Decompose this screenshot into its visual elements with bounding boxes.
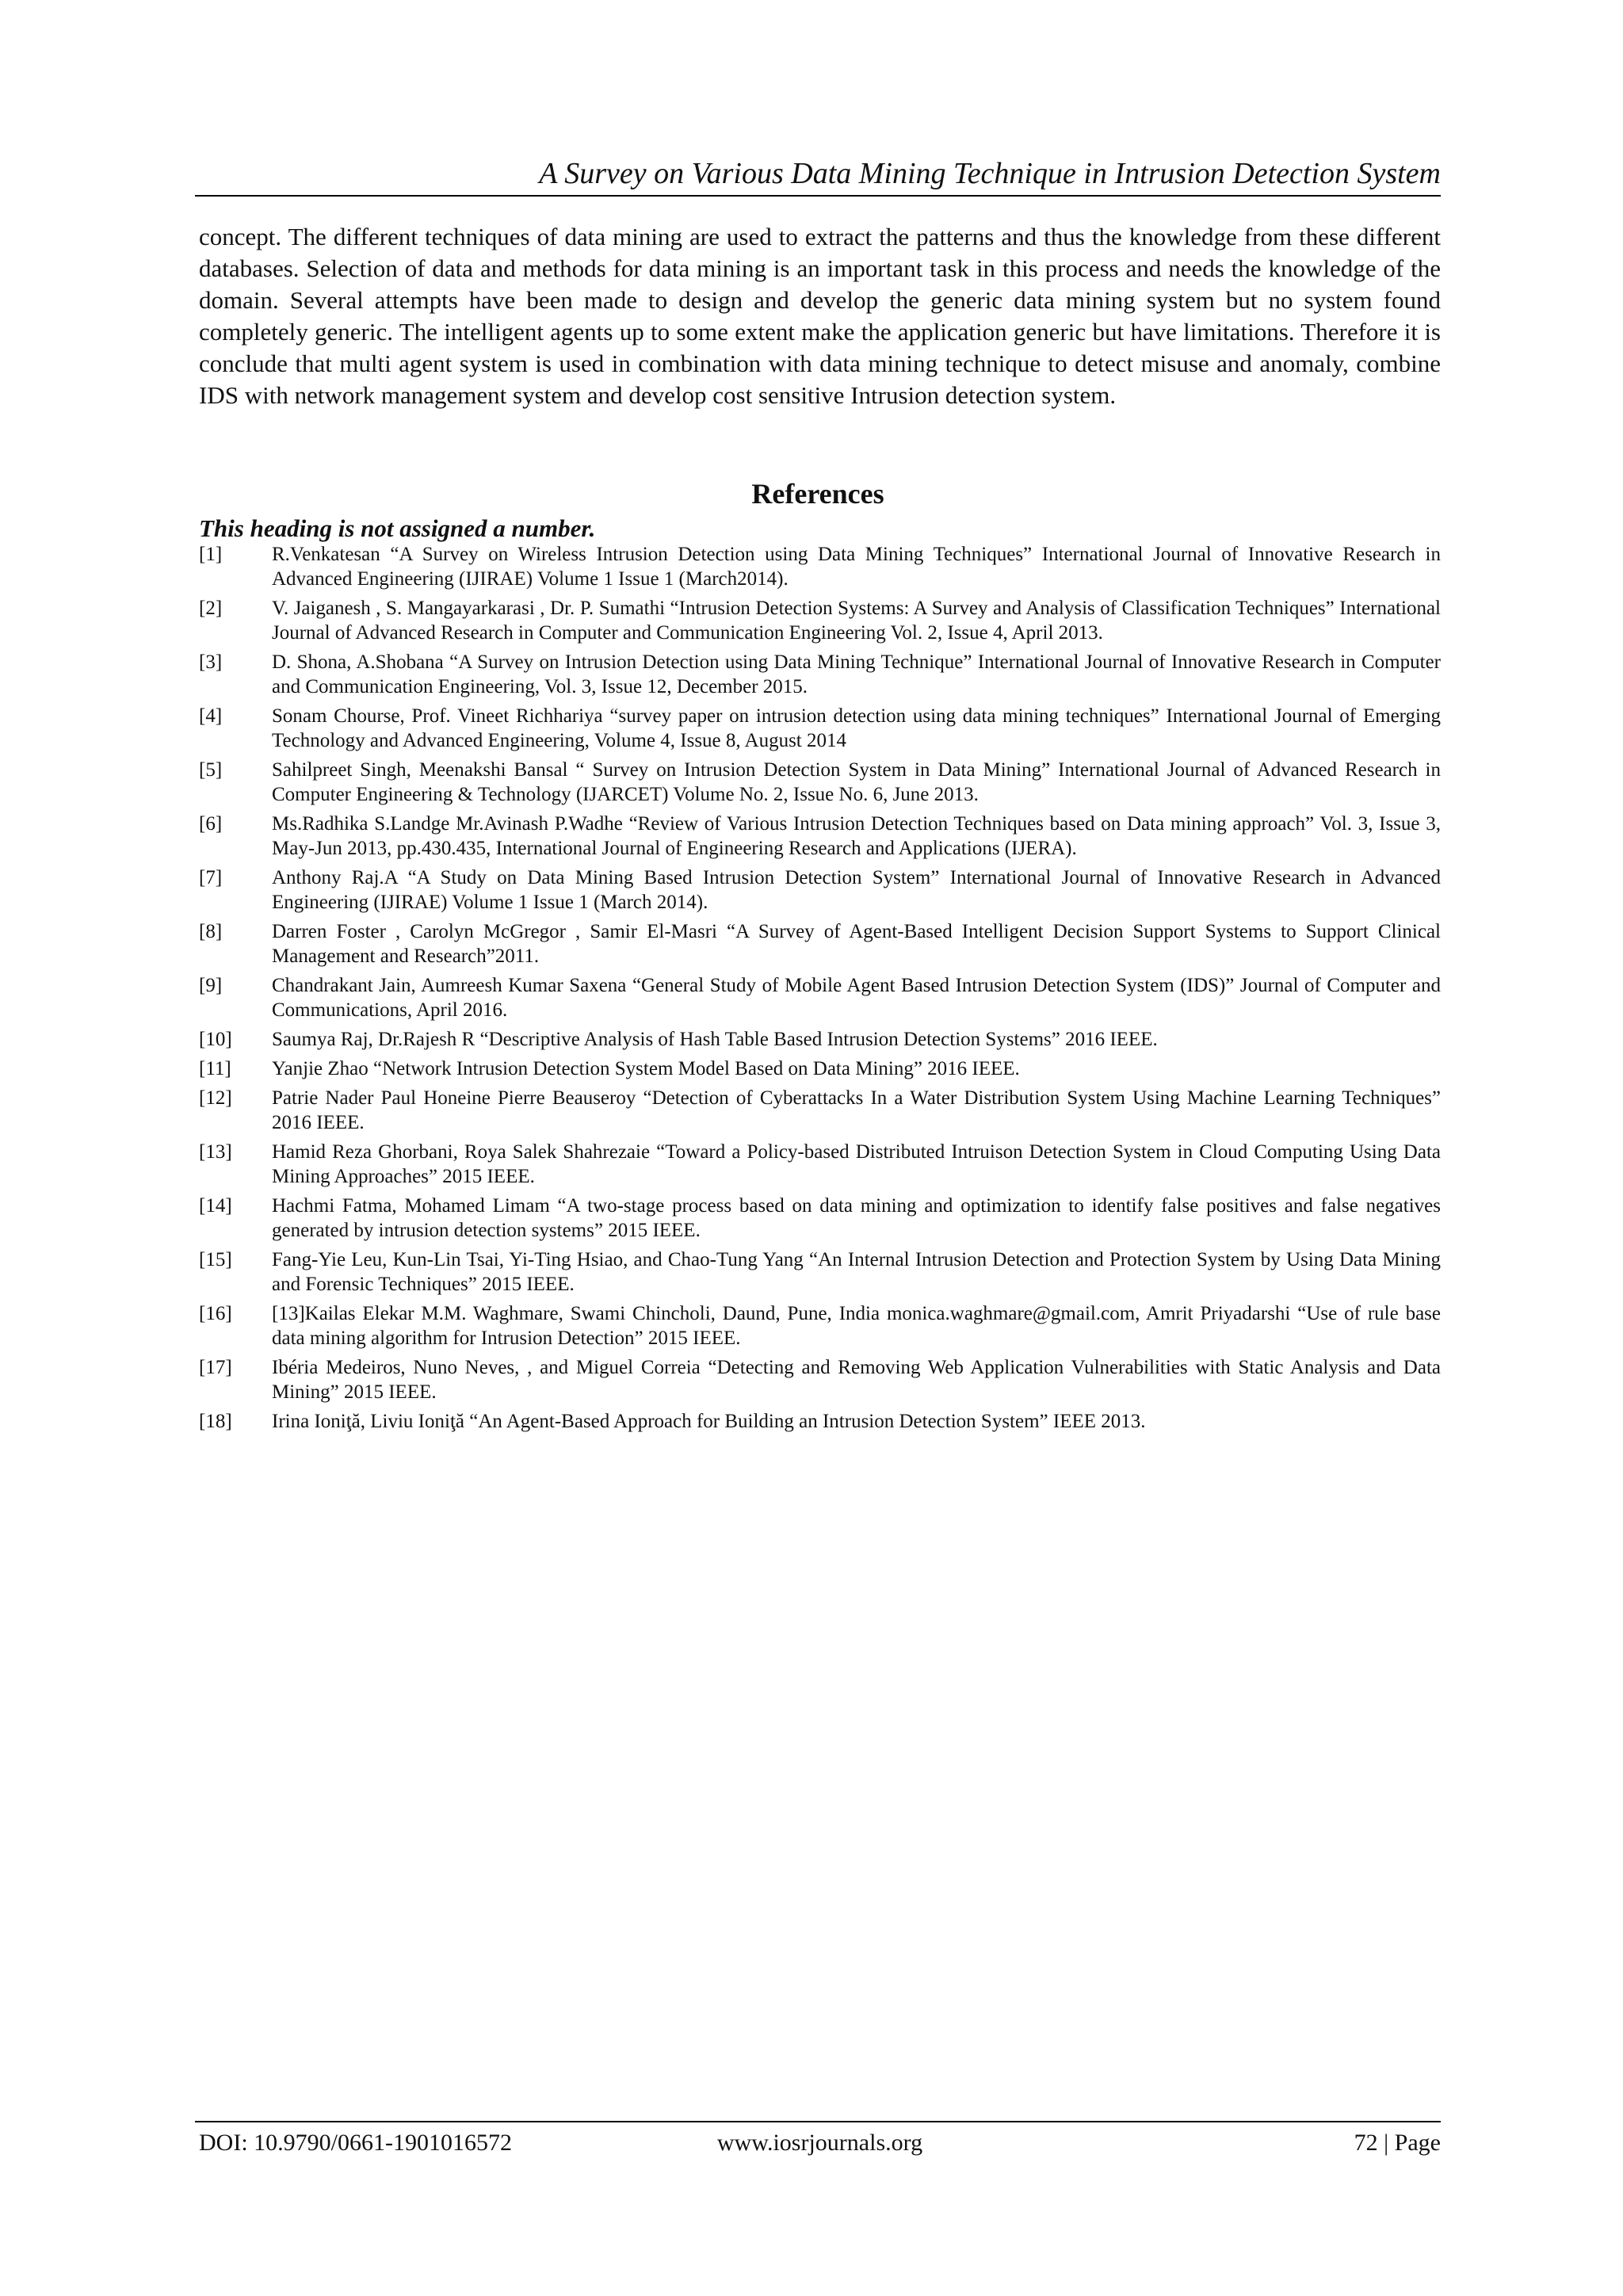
reference-text: Ibéria Medeiros, Nuno Neves, , and Miguel Correia “Detecting and Removing Web Application Vulnerabilities with Static Analysis and Data Mining” 2015 IEEE. [272, 1357, 1441, 1403]
reference-item [199, 758, 1441, 807]
reference-number: [15] [199, 1249, 232, 1270]
reference-text: Chandrakant Jain, Aumreesh Kumar Saxena “General Study of Mobile Agent Based Intrusion Detection System (IDS)” Journal of Computer and Communications, April 2016. [272, 975, 1441, 1021]
reference-number: [17] [199, 1357, 232, 1378]
reference-number: [13] [199, 1141, 232, 1163]
reference-number: [16] [199, 1303, 232, 1324]
reference-number: [10] [199, 1029, 232, 1050]
reference-text: Yanjie Zhao “Network Intrusion Detection System Model Based on Data Mining” 2016 IEEE. [272, 1058, 1020, 1079]
reference-text: Hamid Reza Ghorbani, Roya Salek Shahrezaie “Toward a Policy-based Distributed Intruison Detection System in Cloud Computing Using Data Mining Approaches” 2015 IEEE. [272, 1141, 1441, 1187]
reference-text: Sahilpreet Singh, Meenakshi Bansal “ Survey on Intrusion Detection System in Data Mining” International Journal of Advanced Research in Computer Engineering & Technology (IJARCET) Volume No. 2, Issue No. 6, June 2013. [272, 759, 1441, 805]
reference-text: Fang-Yie Leu, Kun-Lin Tsai, Yi-Ting Hsiao, and Chao-Tung Yang “An Internal Intrusion Detection and Protection System by Using Data Mining and Forensic Techniques” 2015 IEEE. [272, 1249, 1441, 1295]
body-paragraph: concept. The different techniques of data mining are used to extract the patterns and thus the knowledge from these different databases. Selection of data and methods for data mining is an important task in this process and needs the knowledge of the domain. Several attempts have been made to design and develop the generic data mining system but no system found completely generic. The intelligent agents up to some extent make the application generic but have limitations. Therefore it is conclude that multi agent system is used in combination with data mining technique to detect misuse and anomaly, combine IDS with network management system and develop cost sensitive Intrusion detection system. [199, 223, 1441, 409]
footer-website: www.iosrjournals.org [716, 2130, 923, 2156]
reference-number: [6] [199, 813, 223, 835]
reference-number: [7] [199, 867, 223, 888]
reference-text: Ms.Radhika S.Landge Mr.Avinash P.Wadhe “Review of Various Intrusion Detection Techniques based on Data mining approach” Vol. 3, Issue 3, May-Jun 2013, pp.430.435, International Journal of Engineering Research and Applications (IJERA). [272, 813, 1441, 859]
reference-item [199, 1409, 1441, 1434]
reference-number: [1] [199, 544, 223, 565]
reference-number: [2] [199, 598, 223, 619]
reference-list [199, 542, 1441, 1438]
reference-number: [8] [199, 921, 223, 942]
footer-page-number: 72 | Page [1354, 2130, 1441, 2156]
reference-text: Hachmi Fatma, Mohamed Limam “A two-stage process based on data mining and optimization to identify false positives and false negatives generated by intrusion detection systems” 2015 IEEE. [272, 1195, 1441, 1241]
reference-text: [13]Kailas Elekar M.M. Waghmare, Swami Chincholi, Daund, Pune, India monica.waghmare@gmail.com, Amrit Priyadarshi “Use of rule base data mining algorithm for Intrusion Detection” 2015 IEEE. [272, 1303, 1441, 1349]
reference-item [199, 596, 1441, 645]
reference-item [199, 865, 1441, 915]
reference-number: [4] [199, 705, 223, 727]
reference-text: Saumya Raj, Dr.Rajesh R “Descriptive Analysis of Hash Table Based Intrusion Detection Systems” 2016 IEEE. [272, 1029, 1158, 1050]
running-header-title: A Survey on Various Data Mining Technique in Intrusion Detection System [539, 157, 1441, 190]
footer-doi: DOI: 10.9790/0661-1901016572 [199, 2130, 512, 2156]
reference-text: R.Venkatesan “A Survey on Wireless Intrusion Detection using Data Mining Techniques” International Journal of Innovative Research in Advanced Engineering (IJIRAE) Volume 1 Issue 1 (March2014). [272, 544, 1441, 590]
reference-item [199, 1247, 1441, 1297]
reference-number: [9] [199, 975, 223, 996]
reference-item [199, 812, 1441, 861]
reference-number: [18] [199, 1411, 232, 1432]
reference-item [199, 542, 1441, 591]
reference-item [199, 1301, 1441, 1350]
reference-item [199, 1086, 1441, 1135]
reference-number: [5] [199, 759, 223, 781]
reference-item [199, 1355, 1441, 1404]
reference-text: Irina Ioniţă, Liviu Ioniţă “An Agent-Based Approach for Building an Intrusion Detection System” IEEE 2013. [272, 1411, 1146, 1432]
references-note: This heading is not assigned a number. [199, 514, 596, 542]
reference-text: V. Jaiganesh , S. Mangayarkarasi , Dr. P. Sumathi “Intrusion Detection Systems: A Survey and Analysis of Classification Techniques” International Journal of Advanced Research in Computer and Communication Engineering Vol. 2, Issue 4, April 2013. [272, 598, 1441, 644]
reference-item [199, 1194, 1441, 1243]
reference-item [199, 973, 1441, 1022]
reference-item [199, 650, 1441, 699]
references-heading: References [751, 478, 884, 510]
reference-text: Anthony Raj.A “A Study on Data Mining Based Intrusion Detection System” International Journal of Innovative Research in Advanced Engineering (IJIRAE) Volume 1 Issue 1 (March 2014). [272, 867, 1441, 913]
reference-number: [12] [199, 1087, 232, 1109]
reference-item [199, 1056, 1441, 1081]
reference-number: [11] [199, 1058, 231, 1079]
reference-text: D. Shona, A.Shobana “A Survey on Intrusion Detection using Data Mining Technique” International Journal of Innovative Research in Computer and Communication Engineering, Vol. 3, Issue 12, December 2015. [272, 651, 1441, 697]
reference-text: Sonam Chourse, Prof. Vineet Richhariya “survey paper on intrusion detection using data mining techniques” International Journal of Emerging Technology and Advanced Engineering, Volume 4, Issue 8, August 2014 [272, 705, 1441, 751]
reference-number: [14] [199, 1195, 232, 1217]
footer-divider [195, 2121, 1441, 2122]
reference-text: Patrie Nader Paul Honeine Pierre Beauseroy “Detection of Cyberattacks In a Water Distribution System Using Machine Learning Techniques” 2016 IEEE. [272, 1087, 1441, 1133]
reference-item [199, 1140, 1441, 1189]
reference-text: Darren Foster , Carolyn McGregor , Samir El-Masri “A Survey of Agent-Based Intelligent Decision Support Systems to Support Clinical Management and Research”2011. [272, 921, 1441, 967]
reference-item [199, 919, 1441, 968]
reference-item [199, 1027, 1441, 1052]
reference-number: [3] [199, 651, 223, 673]
reference-item [199, 704, 1441, 753]
header-divider [195, 195, 1441, 197]
